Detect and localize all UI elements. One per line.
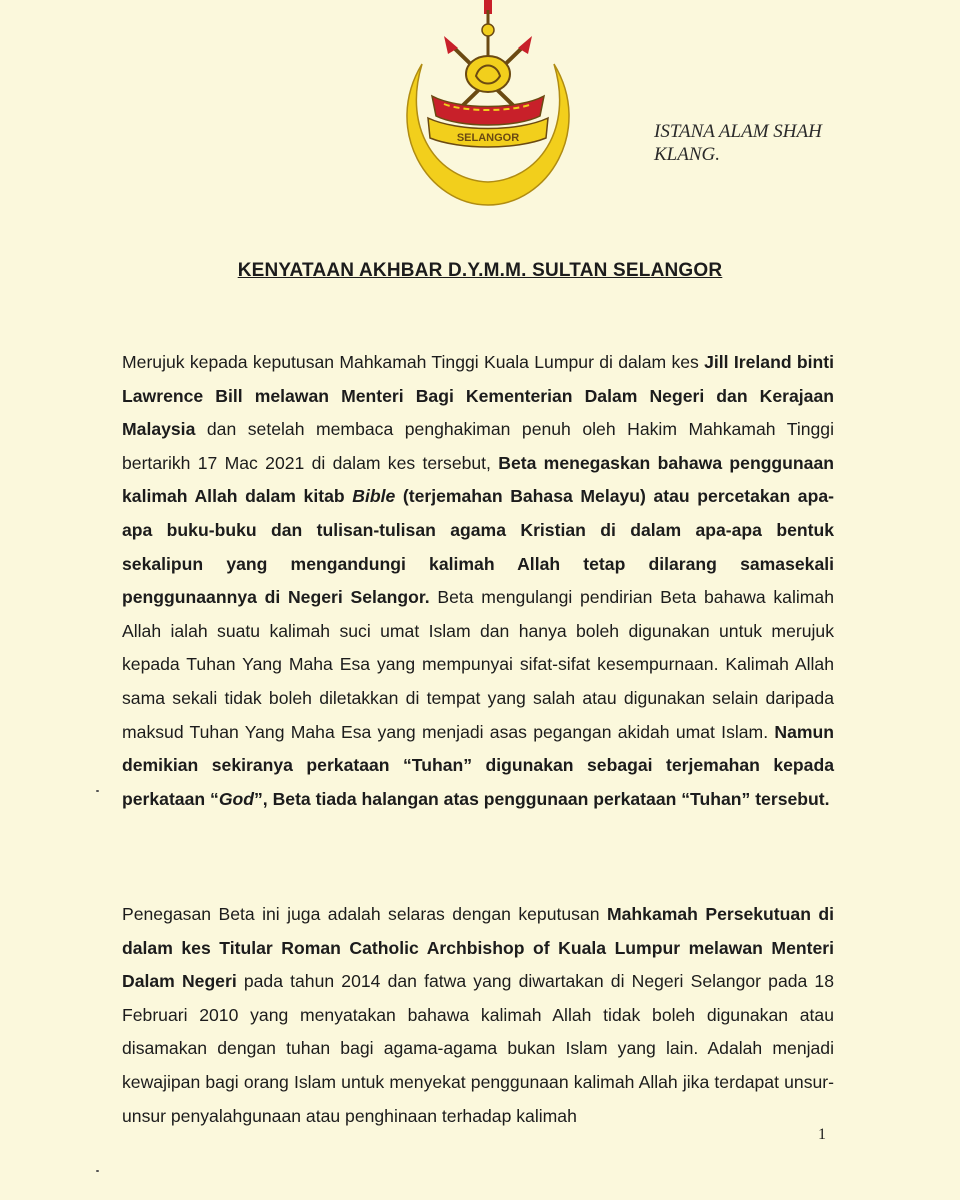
paragraph-1: Merujuk kepada keputusan Mahkamah Tinggi Kuala Lumpur di dalam kes Jill Ireland binti Lawrence Bill melawan Menteri Bagi Kementerian Dalam Negeri dan Kerajaan Malaysia dan setelah membaca penghakiman penuh oleh Hakim Mahkamah Tinggi bertarikh 17 Mac 2021 di dalam kes tersebut, Beta menegaskan bahawa penggunaan kalimah Allah dalam kitab Bible (terjemahan Bahasa Melayu) atau percetakan apa-apa buku-buku dan tulisan-tulisan agama Kristian di dalam apa-apa bentuk sekalipun yang mengandungi kalimah Allah tetap dilarang samasekali penggunaannya di Negeri Selangor. Beta mengulangi pendirian Beta bahawa kalimah Allah ialah suatu kalimah suci umat Islam dan hanya boleh digunakan untuk merujuk kepada Tuhan Yang Maha Esa yang mempunyai sifat-sifat kesempurnaan. Kalimah Allah sama sekali tidak boleh diletakkan di tempat yang salah atau digunakan selain daripada maksud Tuhan Yang Maha Esa yang menjadi asas pegangan akidah umat Islam. Namun demikian sekiranya perkataan “Tuhan” digunakan sebagai terjemahan kepada perkataan “God”, Beta tiada halangan atas penggunaan perkataan “Tuhan” tersebut. <box>122 352 835 809</box>
scan-speck <box>96 790 99 792</box>
scan-speck <box>96 1170 99 1172</box>
page-number: 1 <box>818 1126 826 1143</box>
bold-text-run: Beta menegaskan bahawa penggunaan kalimah Allah dalam kitab <box>122 452 834 507</box>
crest-label: SELANGOR <box>456 132 520 144</box>
bold-text-run: Bible <box>352 486 396 507</box>
page-title: KENYATAAN AKHBAR D.Y.M.M. SULTAN SELANGOR <box>237 260 723 281</box>
bold-text-run: Namun demikian sekiranya perkataan “Tuhan” digunakan sebagai terjemahan kepada perkataan “ <box>122 721 834 809</box>
palace-address <box>654 120 822 166</box>
address-line-2: KLANG. <box>654 144 720 165</box>
bold-text-run: ”, Beta tiada halangan atas penggunaan perkataan “Tuhan” tersebut. <box>254 788 830 809</box>
address-line-1: ISTANA ALAM SHAH <box>654 121 822 142</box>
bold-text-run: God <box>218 788 254 809</box>
selangor-crest-logo <box>388 0 588 232</box>
paragraph-2: Penegasan Beta ini juga adalah selaras dengan keputusan Mahkamah Persekutuan di dalam kes Titular Roman Catholic Archbishop of Kuala Lumpur melawan Menteri Dalam Negeri pada tahun 2014 dan fatwa yang diwartakan di Negeri Selangor pada 18 Februari 2010 yang menyatakan bahawa kalimah Allah tidak boleh digunakan atau disamakan dengan tuhan bagi agama-agama bukan Islam yang lain. Adalah menjadi kewajipan bagi orang Islam untuk menyekat penggunaan kalimah Allah jika terdapat unsur-unsur penyalahgunaan atau penghinaan terhadap kalimah <box>122 904 835 1126</box>
bold-text-run: Jill Ireland binti Lawrence Bill melawan Menteri Bagi Kementerian Dalam Negeri dan Kerajaan Malaysia <box>122 352 834 440</box>
bold-text-run: Mahkamah Persekutuan di dalam kes Titular Roman Catholic Archbishop of Kuala Lumpur melawan Menteri Dalam Negeri <box>122 904 834 992</box>
bold-text-run: (terjemahan Bahasa Melayu) atau percetakan apa-apa buku-buku dan tulisan-tulisan agama Kristian di dalam apa-apa bentuk sekalipun yang mengandungi kalimah Allah tetap dilarang samasekali penggunaannya di Negeri Selangor. <box>122 486 834 608</box>
